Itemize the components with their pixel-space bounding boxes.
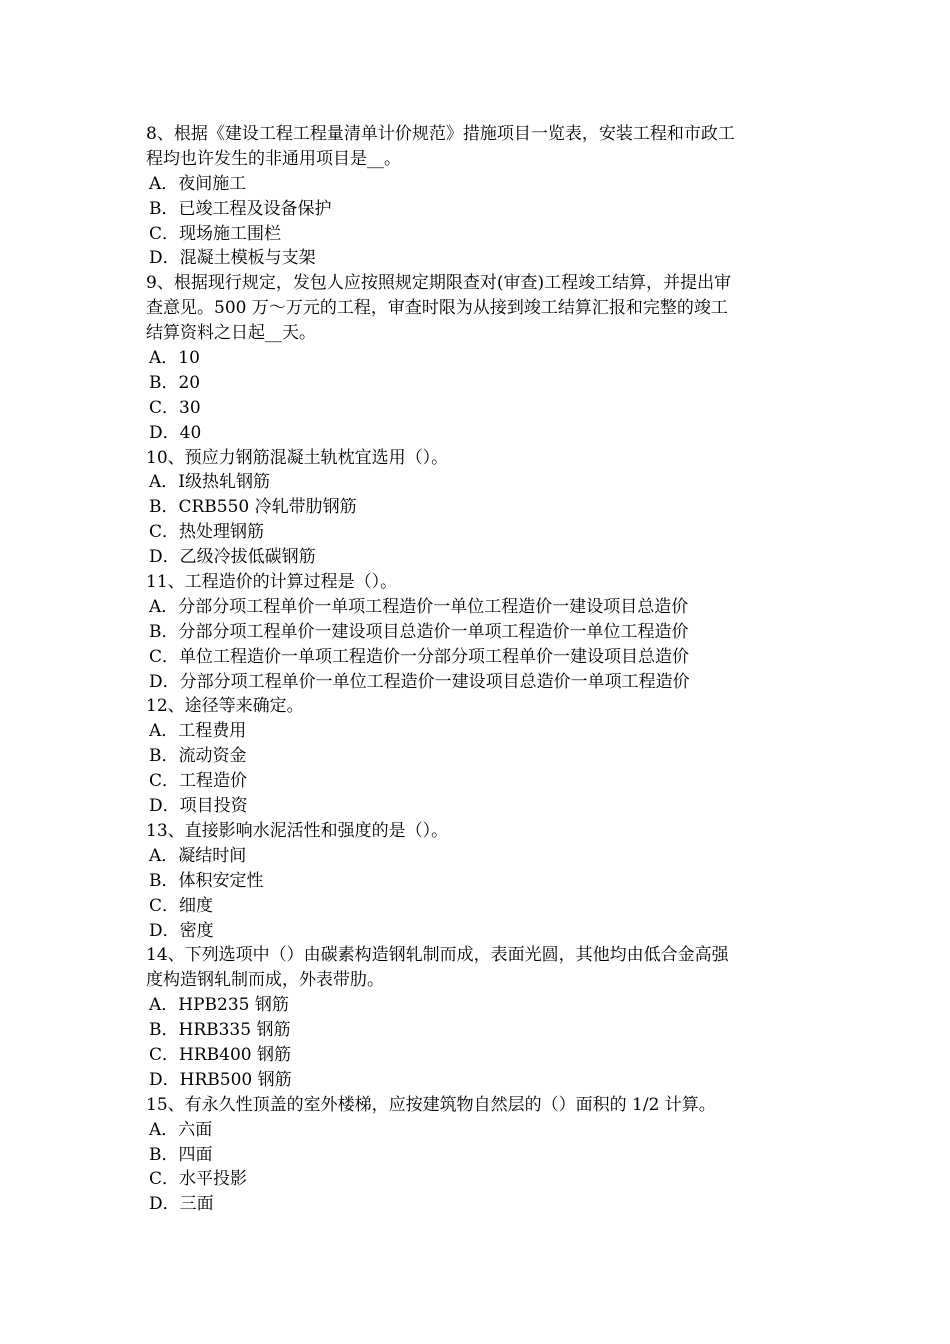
answer-option-line: D．混凝土模板与支架: [149, 248, 316, 269]
question-text-line: 8、根据《建设工程工程量清单计价规范》措施项目一览表，安装工程和市政工: [146, 124, 735, 144]
answer-option-line: B．HRB335 钢筋: [149, 1020, 291, 1041]
answer-option-line: C．单位工程造价一单项工程造价一分部分项工程单价一建设项目总造价: [149, 646, 690, 667]
answer-option-line: C．细度: [149, 895, 214, 916]
question-text-line: 程均也许发生的非通用项目是__。: [146, 148, 401, 169]
question-text-line: 15、有永久性顶盖的室外楼梯，应按建筑物自然层的（）面积的 1/2 计算。: [146, 1094, 716, 1115]
answer-option-line: D．分部分项工程单价一单位工程造价一建设项目总造价一单项工程造价: [149, 671, 690, 692]
answer-option-line: C．热处理钢筋: [149, 522, 265, 543]
answer-option-line: B．流动资金: [149, 746, 247, 767]
question-text-line: 11、工程造价的计算过程是（）。: [146, 572, 398, 593]
answer-option-line: D．三面: [149, 1194, 214, 1215]
answer-option-line: C．现场施工围栏: [149, 223, 282, 244]
question-text-line: 14、下列选项中（）由碳素构造钢轧制而成，表面光圆，其他均由低合金高强: [146, 945, 729, 966]
question-text-line: 9、根据现行规定，发包人应按照规定期限查对(审查)工程竣工结算，并提出审: [146, 273, 732, 294]
answer-option-line: C．水平投影: [149, 1169, 248, 1190]
answer-option-line: A．夜间施工: [149, 173, 247, 194]
answer-option-line: A．六面: [149, 1119, 213, 1140]
question-text-line: 查意见。500 万～万元的工程，审查时限为从接到竣工结算汇报和完整的竣工: [146, 298, 728, 319]
answer-option-line: C．30: [149, 397, 201, 418]
question-text-line: 度构造钢轧制而成，外表带肋。: [146, 970, 384, 991]
answer-option-line: B．分部分项工程单价一建设项目总造价一单项工程造价一单位工程造价: [149, 621, 689, 642]
answer-option-line: C．工程造价: [149, 771, 248, 792]
answer-option-line: D．项目投资: [149, 796, 248, 817]
answer-option-line: A．10: [149, 348, 200, 369]
answer-option-line: D．HRB500 钢筋: [149, 1069, 292, 1090]
question-text-line: 10、预应力钢筋混凝土轨枕宜选用（）。: [146, 447, 449, 468]
answer-option-line: A．分部分项工程单价一单项工程造价一单位工程造价一建设项目总造价: [149, 596, 689, 617]
answer-option-line: A．凝结时间: [149, 845, 247, 866]
answer-option-line: D．乙级冷拔低碳钢筋: [149, 547, 316, 568]
answer-option-line: D．40: [149, 422, 202, 443]
answer-option-line: B．已竣工程及设备保护: [149, 198, 332, 219]
document-body: [146, 122, 810, 1217]
answer-option-line: A．HPB235 钢筋: [149, 995, 289, 1016]
answer-option-line: A．工程费用: [149, 721, 247, 742]
answer-option-line: A．Ⅰ级热轧钢筋: [149, 472, 270, 493]
answer-option-line: C．HRB400 钢筋: [149, 1044, 291, 1065]
question-text-line: 结算资料之日起__天。: [146, 323, 316, 344]
answer-option-line: B．20: [149, 372, 201, 393]
question-text-line: 12、途径等来确定。: [146, 696, 304, 717]
answer-option-line: D．密度: [149, 920, 214, 941]
answer-option-line: B．体积安定性: [149, 870, 264, 891]
question-text-line: 13、直接影响水泥活性和强度的是（）。: [146, 820, 449, 841]
answer-option-line: B．四面: [149, 1144, 213, 1165]
answer-option-line: B．CRB550 冷轧带肋钢筋: [149, 497, 357, 518]
